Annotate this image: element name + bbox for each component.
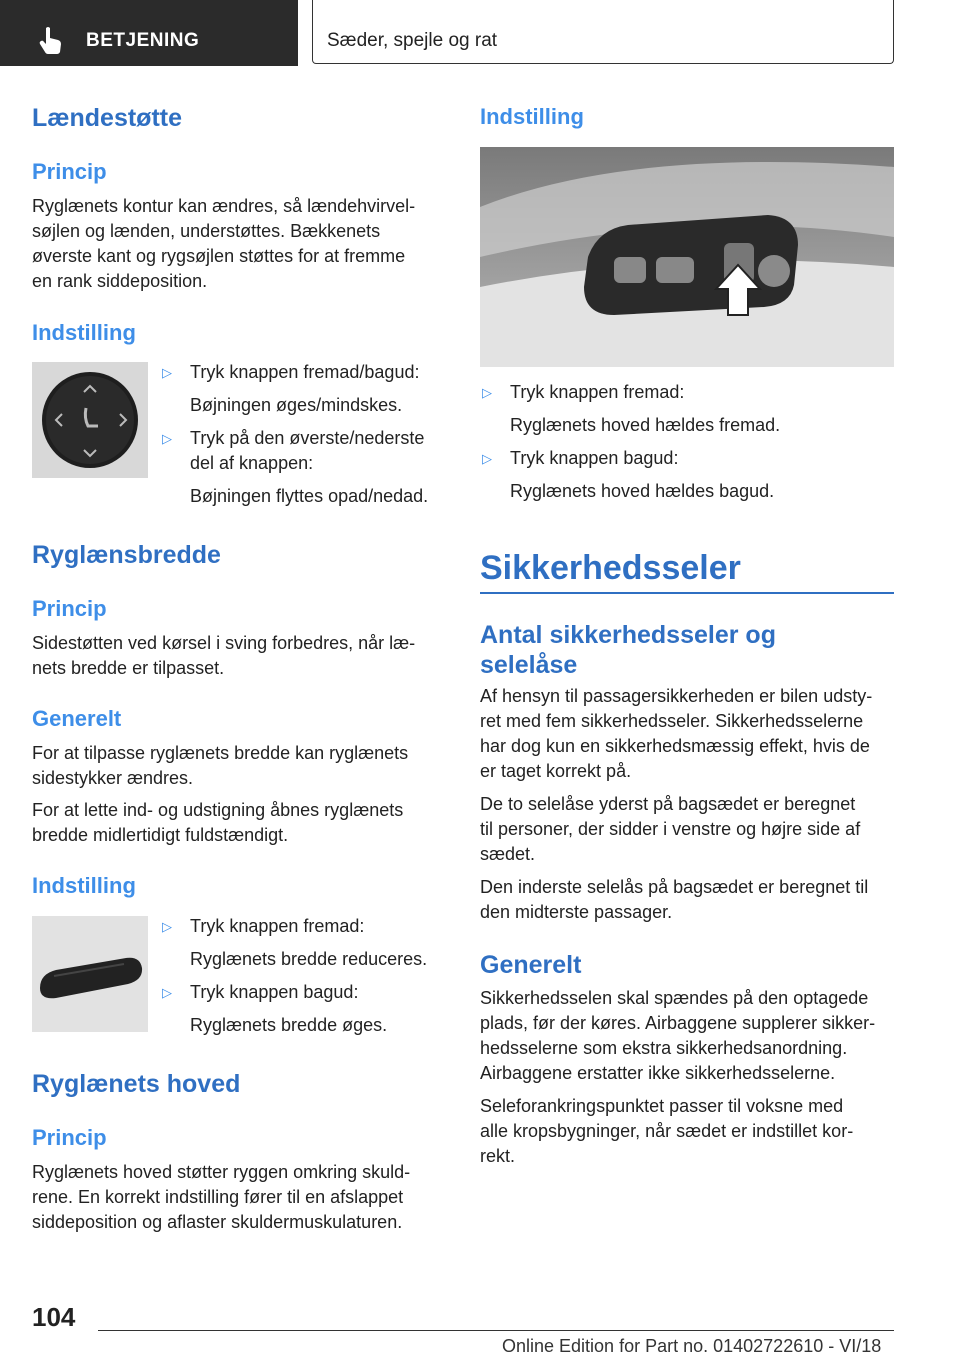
page-header [0, 0, 960, 66]
hand-pointer-icon [38, 26, 64, 54]
chapter-tab [312, 0, 894, 64]
belts-general-p2: Seleforankringspunktet passer til voksne med alle kropsbygninger, når sædet er indstillet kor- rekt. [480, 1096, 854, 1166]
lumbar-setting-heading: Indstilling [32, 320, 136, 345]
width-principle-heading: Princip [32, 596, 107, 621]
head-steps: ▷ Tryk knappen fremad: Ryglænets hoved hældes fremad. ▷ Tryk knappen bagud: Ryglænets hoved hældes bagud. [482, 380, 894, 504]
belts-general-heading: Generelt [480, 951, 582, 979]
head-principle-heading: Princip [32, 1125, 107, 1150]
belts-count-heading: Antal sikkerhedsseler og selelåse [480, 621, 776, 679]
width-control-image [32, 916, 148, 1032]
belts-title-rule [480, 592, 894, 594]
head-title: Ryglænets hoved [32, 1070, 241, 1098]
section-tab [0, 0, 298, 66]
belts-count-p3: Den inderste selelås på bagsædet er beregnet til den midterste passager. [480, 877, 869, 922]
lumbar-principle-heading: Princip [32, 159, 107, 184]
list-item: ▷ Tryk knappen fremad: [162, 914, 452, 939]
lumbar-steps: ▷ Tryk knappen fremad/bagud: Bøjningen øges/mindskes. ▷ Tryk på den øverste/nederste del af knappen: Bøjningen flyttes opad/nedad. [162, 360, 452, 509]
list-item: ▷ Tryk knappen bagud: [482, 446, 894, 471]
belts-title: Sikkerhedsseler [480, 549, 741, 587]
belts-count-p2: De to selelåse yderst på bagsædet er beregnet til personer, der sidder i venstre og højre side af sædet. [480, 794, 861, 864]
footer-edition: Online Edition for Part no. 01402722610 - VI/18 [502, 1336, 882, 1356]
width-general-text-2: For at lette ind- og udstigning åbnes ryglænets bredde midlertidigt fuldstændigt. [32, 800, 404, 845]
triangle-right-icon: ▷ [162, 985, 172, 1000]
belts-count-p1: Af hensyn til passagersikkerheden er bilen udsty- ret med fem sikkerhedsseler. Sikkerhedsselerne har dog kun en sikkerhedsmæssig effekt, hvis de er taget korrekt på. [480, 686, 873, 781]
lumbar-title: Lændestøtte [32, 104, 182, 132]
list-item: ▷ Tryk på den øverste/nederste del af knappen: [162, 428, 425, 473]
triangle-right-icon: ▷ [162, 431, 172, 446]
width-general-text-1: For at tilpasse ryglænets bredde kan ryglænets sidestykker ændres. [32, 743, 409, 788]
section-label: BETJENING [86, 30, 200, 51]
page-number: 104 [32, 1302, 76, 1332]
width-title: Ryglænsbredde [32, 541, 221, 569]
seat-controls-image [480, 147, 894, 367]
seat-controls-illustration [480, 147, 894, 367]
triangle-right-icon: ▷ [162, 919, 172, 934]
head-setting-heading: Indstilling [480, 104, 584, 129]
triangle-right-icon: ▷ [482, 451, 492, 466]
lumbar-principle-text: Ryglænets kontur kan ændres, så lændehvirvel- søjlen og lænden, understøttes. Bækkenets øverste kant og rygsøjlen støttes for at fremme en rank siddeposition. [32, 196, 416, 291]
width-control-illustration [32, 916, 148, 1032]
list-item: ▷ Tryk knappen fremad/bagud: [162, 360, 452, 385]
width-steps: ▷ Tryk knappen fremad: Ryglænets bredde reduceres. ▷ Tryk knappen bagud: Ryglænets bredde øges. [162, 914, 452, 1038]
lumbar-control-image [32, 362, 148, 478]
footer-rule [98, 1330, 894, 1331]
triangle-right-icon: ▷ [482, 385, 492, 400]
list-item: ▷ Tryk knappen bagud: [162, 980, 452, 1005]
belts-general-p1: Sikkerhedsselen skal spændes på den optagede plads, før der køres. Airbaggene supplerer sikker- hedsselerne som ekstra sikkerhedsanordning. Airbaggene erstatter ikke sikkerhedsselerne. [480, 988, 876, 1083]
width-general-heading: Generelt [32, 706, 122, 731]
list-item: ▷ Tryk knappen fremad: [482, 380, 894, 405]
triangle-right-icon: ▷ [162, 365, 172, 380]
width-setting-heading: Indstilling [32, 873, 136, 898]
head-principle-text: Ryglænets hoved støtter ryggen omkring skuld- rene. En korrekt indstilling fører til en afslappet siddeposition og aflaster skuldermuskulaturen. [32, 1162, 411, 1232]
width-principle-text: Sidestøtten ved kørsel i sving forbedres, når læ- nets bredde er tilpasset. [32, 633, 416, 678]
chapter-label: Sæder, spejle og rat [327, 30, 498, 51]
lumbar-control-illustration [32, 362, 148, 478]
